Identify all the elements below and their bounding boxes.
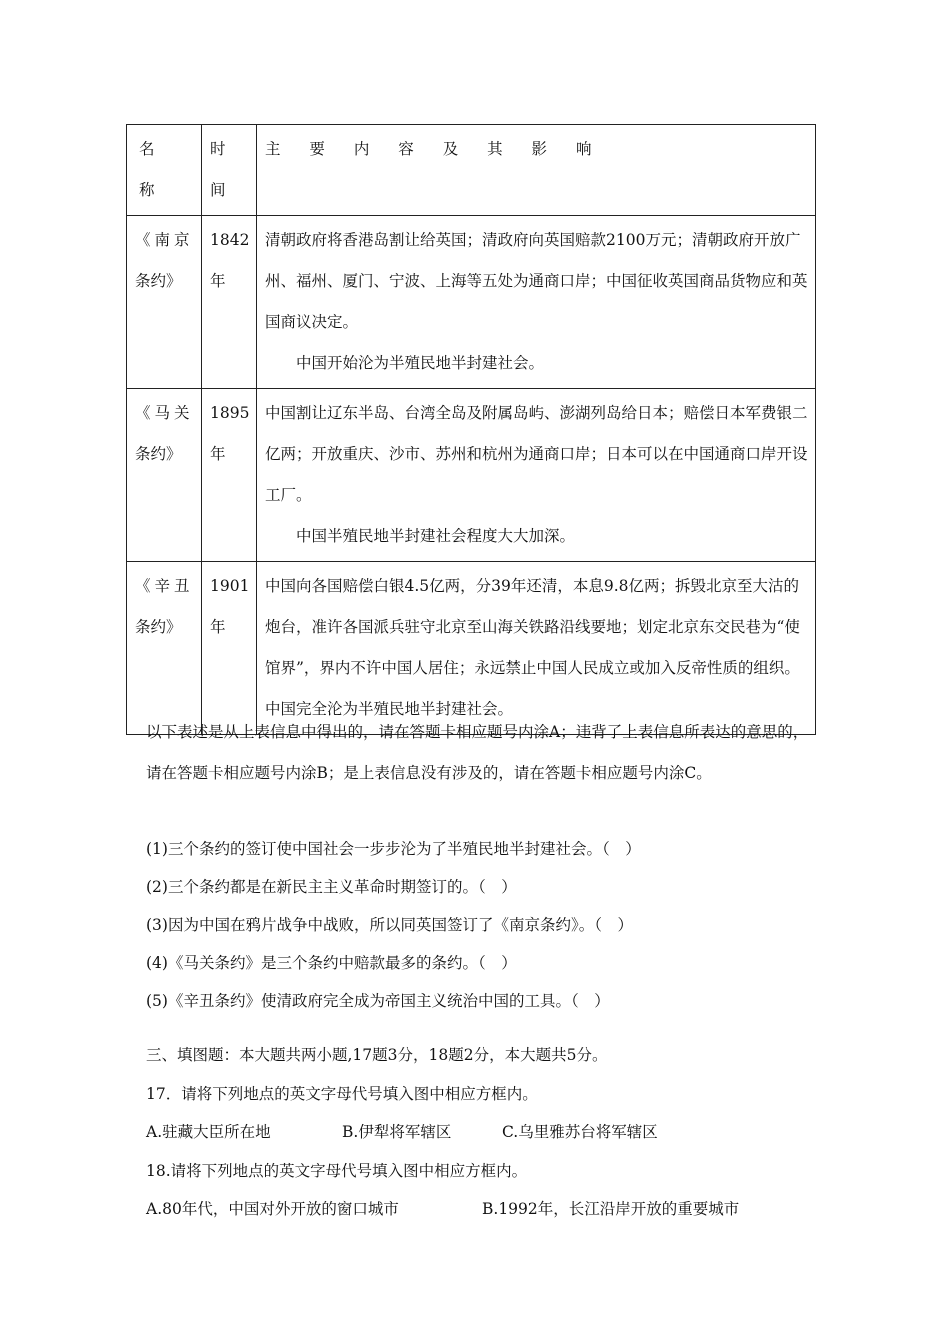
treaty-content [257,216,816,389]
treaty-name [127,389,202,562]
treaty-content-text: 清朝政府将香港岛割让给英国；清政府向英国赔款2100万元；清朝政府开放广州、福州、厦门、宁波、上海等五处为通商口岸；中国征收英国商品货物应和英国商议决定。 [265,231,808,331]
question-item: (2)三个条约都是在新民主主义革命时期签订的。（ ） [146,878,517,896]
header-time [202,125,257,216]
treaty-name-line1: 《辛丑 [135,577,194,595]
treaty-year [202,562,257,735]
treaty-year-line2: 年 [210,618,226,636]
header-time-line1: 时 [210,140,226,158]
question-list [146,830,641,1020]
question-17-options [146,1113,739,1152]
table-row [127,562,816,735]
treaty-year [202,389,257,562]
treaty-year [202,216,257,389]
treaty-name-line1: 《南京 [135,231,194,249]
table-header-row [127,125,816,216]
treaty-name-line2: 条约》 [135,618,182,636]
q17-option-c: C.乌里雅苏台将军辖区 [502,1123,658,1141]
header-content-label: 主 要 内 容 及 其 影 响 [265,140,604,158]
treaty-table [126,124,816,735]
header-name-line1: 名 [139,140,155,158]
section-3 [146,1036,739,1229]
table-row [127,216,816,389]
header-name-line2: 称 [139,181,155,199]
q18-option-a: A.80年代，中国对外开放的窗口城市 [146,1200,399,1218]
section-3-title: 三、填图题：本大题共两小题,17题3分，18题2分，本大题共5分。 [146,1046,608,1064]
treaty-year-line2: 年 [210,445,226,463]
question-item: (4)《马关条约》是三个条约中赔款最多的条约。（ ） [146,954,517,972]
treaty-content-text: 中国向各国赔偿白银4.5亿两，分39年还清，本息9.8亿两；拆毁北京至大沽的炮台，准许各国派兵驻守北京至山海关铁路沿线要地；划定北京东交民巷为“使馆界”，界内不许中国人居住；永远禁止中国人民成立或加入反帝性质的组织。 [265,577,800,677]
treaty-name [127,216,202,389]
q17-option-b: B.伊犁将军辖区 [342,1123,452,1141]
question-item: (5)《辛丑条约》使清政府完全成为帝国主义统治中国的工具。（ ） [146,992,610,1010]
question-18-options [146,1190,739,1229]
treaty-content-text: 中国割让辽东半岛、台湾全岛及附属岛屿、澎湖列岛给日本；赔偿日本军费银二亿两；开放重庆、沙市、苏州和杭州为通商口岸；日本可以在中国通商口岸开设工厂。 [265,404,808,504]
treaty-impact: 中国半殖民地半封建社会程度大大加深。 [296,527,576,545]
treaty-name-line1: 《马关 [135,404,194,422]
treaty-name [127,562,202,735]
treaty-content [257,389,816,562]
treaty-year-line2: 年 [210,272,226,290]
table-row [127,389,816,562]
treaty-name-line2: 条约》 [135,445,182,463]
treaty-year-line1: 1901 [210,577,250,595]
question-item: (1)三个条约的签订使中国社会一步步沦为了半殖民地半封建社会。（ ） [146,840,641,858]
treaty-content [257,562,816,735]
header-time-line2: 间 [210,181,226,199]
treaty-impact: 中国完全沦为半殖民地半封建社会。 [265,700,514,718]
q18-option-b: B.1992年，长江沿岸开放的重要城市 [482,1200,740,1218]
treaty-year-line1: 1842 [210,231,250,249]
header-content [257,125,816,216]
treaty-name-line2: 条约》 [135,272,182,290]
question-18: 18.请将下列地点的英文字母代号填入图中相应方框内。 [146,1161,528,1180]
header-name [127,125,202,216]
treaty-impact: 中国开始沦为半殖民地半封建社会。 [296,354,545,372]
question-17: 17．请将下列地点的英文字母代号填入图中相应方框内。 [146,1084,538,1103]
instructions-paragraph: 以下表述是从上表信息中得出的，请在答题卡相应题号内涂A；违背了上表信息所表达的意思的，请在答题卡相应题号内涂B；是上表信息没有涉及的，请在答题卡相应题号内涂C。 [146,723,809,782]
treaty-year-line1: 1895 [210,404,250,422]
q17-option-a: A.驻藏大臣所在地 [146,1123,271,1141]
question-item: (3)因为中国在鸦片战争中战败，所以同英国签订了《南京条约》。（ ） [146,916,633,934]
